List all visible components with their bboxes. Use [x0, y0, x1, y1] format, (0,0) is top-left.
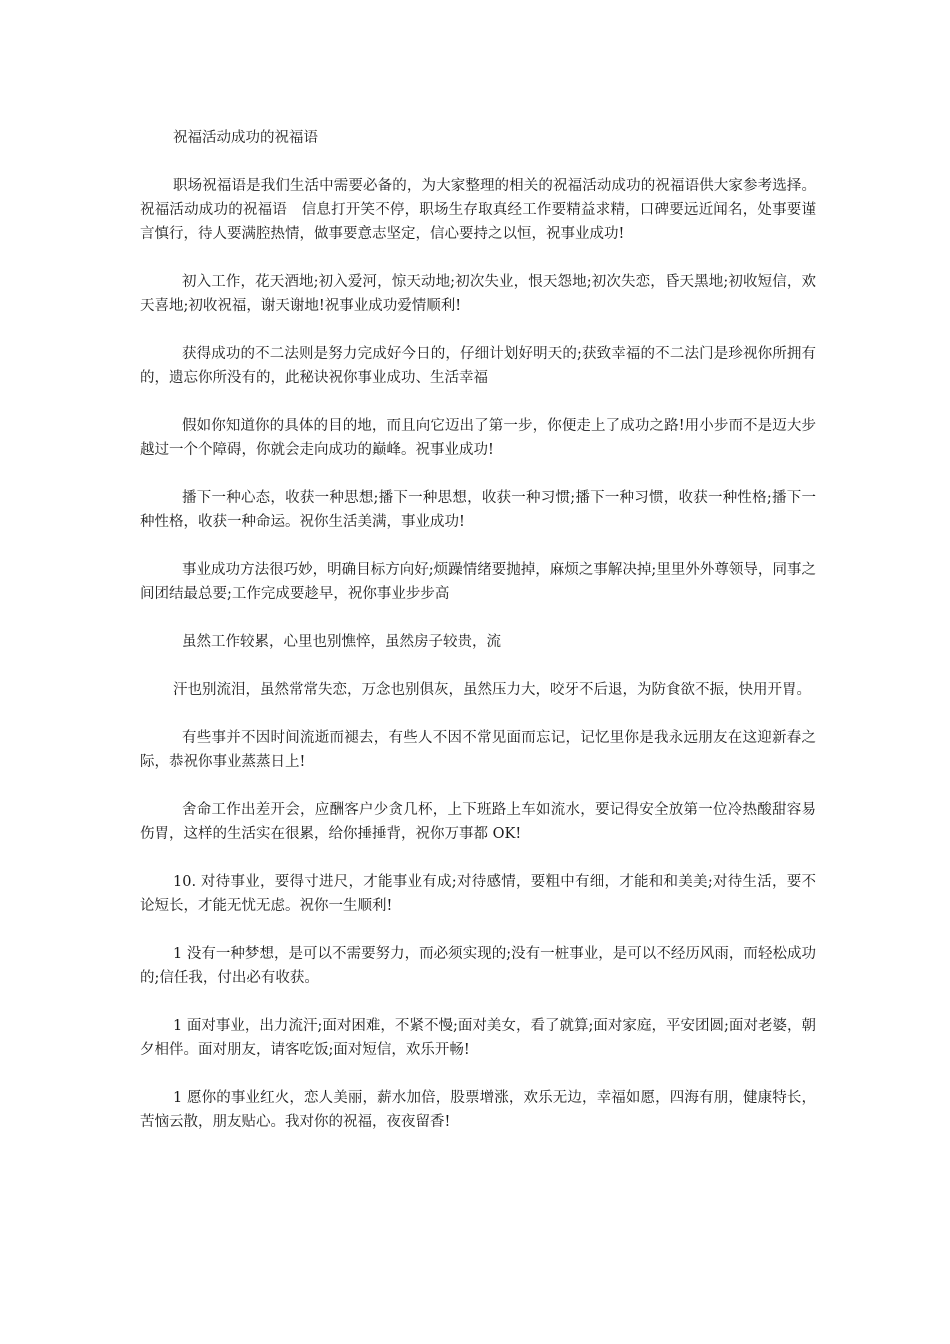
paragraph-11: 10. 对待事业，要得寸进尺，才能事业有成;对待感情，要粗中有细，才能和和美美;对待生活，要不论短长，才能无忧无虑。祝你一生顺利! [140, 874, 816, 914]
paragraph-intro: 职场祝福语是我们生活中需要必备的，为大家整理的相关的祝福活动成功的祝福语供大家参考选择。祝福活动成功的祝福语 信息打开笑不停，职场生存取真经工作要精益求精，口碑要远近闻名，处事要谨言慎行，待人要满腔热情，做事要意志坚定，信心要持之以恒，祝事业成功! [140, 178, 816, 242]
paragraph-5: 播下一种心态，收获一种思想;播下一种思想，收获一种习惯;播下一种习惯，收获一种性格;播下一种性格，收获一种命运。祝你生活美满，事业成功! [140, 490, 816, 530]
paragraph-3: 获得成功的不二法则是努力完成好今日的，仔细计划好明天的;获致幸福的不二法门是珍视你所拥有的，遗忘你所没有的，此秘诀祝你事业成功、生活幸福 [140, 346, 816, 386]
paragraph-6: 事业成功方法很巧妙，明确目标方向好;烦躁情绪要抛掉，麻烦之事解决掉;里里外外尊领导，同事之间团结最总要;工作完成要趁早，祝你事业步步高 [140, 562, 816, 602]
paragraph-13: 1 面对事业，出力流汗;面对困难，不紧不慢;面对美女，看了就算;面对家庭，平安团圆;面对老婆，朝夕相伴。面对朋友，请客吃饭;面对短信，欢乐开畅! [140, 1018, 816, 1058]
document-body [140, 126, 816, 1158]
paragraph-8: 汗也别流泪，虽然常常失恋，万念也别俱灰，虽然压力大，咬牙不后退，为防食欲不振，快用开胃。 [173, 682, 811, 698]
paragraph-14: 1 愿你的事业红火，恋人美丽，薪水加倍，股票增涨，欢乐无边，幸福如愿，四海有朋，健康特长，苦恼云散，朋友贴心。我对你的祝福，夜夜留香! [140, 1090, 816, 1130]
document-title: 祝福活动成功的祝福语 [173, 130, 318, 146]
paragraph-2: 初入工作，花天酒地;初入爱河，惊天动地;初次失业，恨天怨地;初次失恋，昏天黑地;初收短信，欢天喜地;初收祝福，谢天谢地!祝事业成功爱情顺利! [140, 274, 816, 314]
paragraph-7: 虽然工作较累，心里也别憔悴，虽然房子较贵，流 [182, 634, 501, 650]
paragraph-4: 假如你知道你的具体的目的地，而且向它迈出了第一步，你便走上了成功之路!用小步而不是迈大步越过一个个障碍，你就会走向成功的巅峰。祝事业成功! [140, 418, 816, 458]
paragraph-10: 舍命工作出差开会，应酬客户少贪几杯，上下班路上车如流水，要记得安全放第一位冷热酸甜容易伤胃，这样的生活实在很累，给你捶捶背，祝你万事都 OK! [140, 802, 816, 842]
paragraph-9: 有些事并不因时间流逝而褪去，有些人不因不常见面而忘记，记忆里你是我永远朋友在这迎新春之际，恭祝你事业蒸蒸日上! [140, 730, 816, 770]
paragraph-12: 1 没有一种梦想，是可以不需要努力，而必须实现的;没有一桩事业，是可以不经历风雨，而轻松成功的;信任我，付出必有收获。 [140, 946, 816, 986]
